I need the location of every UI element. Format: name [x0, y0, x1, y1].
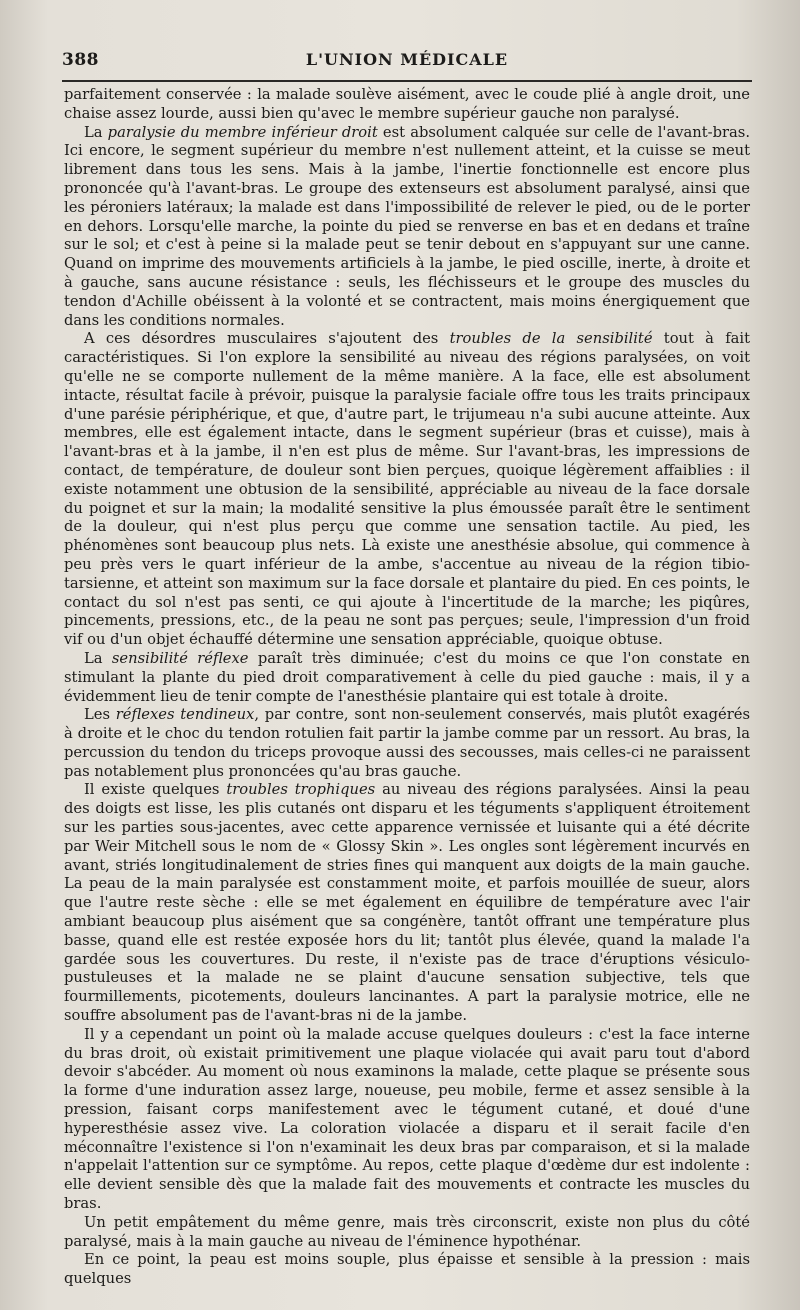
- paragraph: [64, 1214, 750, 1252]
- paragraph: [64, 650, 750, 706]
- page-header: [62, 50, 752, 78]
- text-run: Les: [84, 706, 116, 724]
- text-run: paraît très diminuée; c'est du moins ce que l'on constate en stimulant la plante du pied droit comparativement à celle du pied gauche : mais, il y a évidemment lieu de tenir compte de l'anesthésie plantaire qui est totale à droite.: [64, 649, 751, 705]
- text-run: Un petit empâtement du même genre, mais très circonscrit, existe non plus du côté paralysé, mais à la main gauche au niveau de l'éminence hypothénar.: [64, 1213, 750, 1250]
- paragraph: [64, 330, 750, 650]
- italic-term: paralysie du membre inférieur droit: [107, 123, 378, 141]
- text-run: Il y a cependant un point où la malade accuse quelques douleurs : c'est la face interne du bras droit, où existait primitivement une plaque violacée qui avait paru tout d'abord devoir s'abcéder. Au moment où nous examinons la malade, cette plaque se présente sous la forme d'une induration assez large, noueuse, peu mobile, ferme et assez sensible à la pression, faisant corps manifestement avec le tégument cutané, et doué d'une hyperesthésie assez vive. La coloration violacée a disparu et il serait facile d'en méconnaître l'existence si l'on n'examinait les deux bras par comparaison, et si la malade n'appelait l'attention sur ce symptôme. Au repos, cette plaque d'œdème dur est indolente : elle devient sensible dès que la malade fait des mouvements et contracte les muscles du bras.: [64, 1025, 750, 1213]
- text-run: tout à fait caractéristiques. Si l'on explore la sensibilité au niveau des régions paralysées, on voit qu'elle ne se comporte nullement de la même manière. A la face, elle est absolument intacte, résultat facile à prévoir, puisque la paralysie faciale offre tous les traits principaux d'une parésie périphérique, et que, d'autre part, le trijumeau n'a subi aucune atteinte. Aux membres, elle est également intacte, dans le segment supérieur (bras et cuisse), mais à l'avant-bras et à la jambe, il n'en est plus de même. Sur l'avant-bras, les impressions de contact, de température, de douleur sont bien perçues, quoique légèrement affaiblies : il existe notamment une obtusion de la sensibilité, appréciable au niveau de la face dorsale du poignet et sur la main; la modalité sensitive la plus émoussée paraît être le sentiment de la douleur, qui n'est plus perçu que comme une sensation tactile. Au pied, les phénomènes sont beaucoup plus nets. Là existe une anesthésie absolue, qui commence à peu près vers le quart inférieur de la ambe, s'accentue au niveau de la région tibio-tarsienne, et atteint son maximum sur la face dorsale et plantaire du pied. En ces points, le contact du sol n'est pas senti, ce qui ajoute à l'incertitude de la marche; les piqûres, pincements, pressions, etc., de la peau ne sont pas perçues; seule, l'impression d'un froid vif ou d'un objet échauffé détermine une sensation appréciable, quoique obtuse.: [64, 330, 750, 649]
- article-body: [64, 86, 750, 1289]
- paragraph: [64, 86, 750, 124]
- text-run: parfaitement conservée : la malade soulève aisément, avec le coude plié à angle droit, une chaise assez lourde, aussi bien qu'avec le membre supérieur gauche non paralysé.: [64, 86, 750, 122]
- paragraph: [64, 706, 750, 781]
- italic-term: sensibilité réflexe: [111, 649, 249, 667]
- paragraph: [64, 781, 750, 1025]
- page-number: 388: [62, 50, 99, 70]
- text-run: , par contre, sont non-seulement conservés, mais plutôt exagérés à droite et le choc du tendon rotulien fait partir la jambe comme par un ressort. Au bras, la percussion du tendon du triceps provoque aussi des secousses, mais celles-ci ne paraissent pas notablement plus prononcées qu'au bras gauche.: [64, 706, 751, 780]
- paragraph: [64, 124, 750, 331]
- italic-term: réflexes tendineux: [115, 706, 255, 724]
- text-run: A ces désordres musculaires s'ajoutent des: [84, 330, 450, 348]
- italic-term: troubles trophiques: [226, 781, 376, 799]
- italic-term: troubles de la sensibilité: [449, 330, 653, 348]
- running-title: L'UNION MÉDICALE: [305, 50, 509, 69]
- header-rule: [62, 80, 752, 82]
- text-run: La: [84, 649, 112, 667]
- text-run: au niveau des régions paralysées. Ainsi la peau des doigts est lisse, les plis cutanés ont disparu et les téguments s'appliquent étroitement sur les parties sous-jacentes, avec cette apparence vernissée et luisante qui a été décrite par Weir Mitchell sous le nom de « Glossy Skin ». Les ongles sont légèrement incurvés en avant, striés longitudinalement de stries fines qui manquent aux doigts de la main gauche. La peau de la main paralysée est constamment moite, et parfois mouillée de sueur, alors que l'autre reste sèche : elle se met également en équilibre de température avec l'air ambiant beaucoup plus aisément que sa congénère, tantôt offrant une température plus basse, quand elle est restée exposée hors du lit; tantôt plus élevée, quand la malade l'a gardée sous les couvertures. Du reste, il n'existe pas de trace d'éruptions vésiculo-pustuleuses et la malade ne se plaint d'aucune sensation subjective, tels que fourmillements, picotements, douleurs lancinantes. A part la paralysie motrice, elle ne souffre absolument pas de l'avant-bras ni de la jambe.: [64, 781, 751, 1025]
- paragraph: [64, 1251, 750, 1289]
- text-run: En ce point, la peau est moins souple, plus épaisse et sensible à la pression : mais quelques: [64, 1251, 750, 1288]
- text-run: La: [84, 123, 108, 141]
- text-run: est absolument calquée sur celle de l'avant-bras. Ici encore, le segment supérieur du membre n'est nullement atteint, et la cuisse se meut librement dans tous les sens. Mais à la jambe, l'inertie fonctionnelle est encore plus prononcée qu'à l'avant-bras. Le groupe des extenseurs est absolument paralysé, ainsi que les péroniers latéraux; la malade est dans l'impossibilité de relever le pied, ou de le porter en dehors. Lorsqu'elle marche, la pointe du pied se renverse en bas et en dedans et traîne sur le sol; et c'est à peine si la malade peut se tenir debout en s'appuyant sur une canne. Quand on imprime des mouvements artificiels à la jambe, le pied oscille, inerte, à droite et à gauche, sans aucune résistance : seuls, les fléchisseurs et le groupe des muscles du tendon d'Achille obéissent à la volonté et se contractent, mais moins énergiquement que dans les conditions normales.: [64, 123, 750, 329]
- text-run: Il existe quelques: [84, 781, 227, 799]
- paragraph: [64, 1026, 750, 1214]
